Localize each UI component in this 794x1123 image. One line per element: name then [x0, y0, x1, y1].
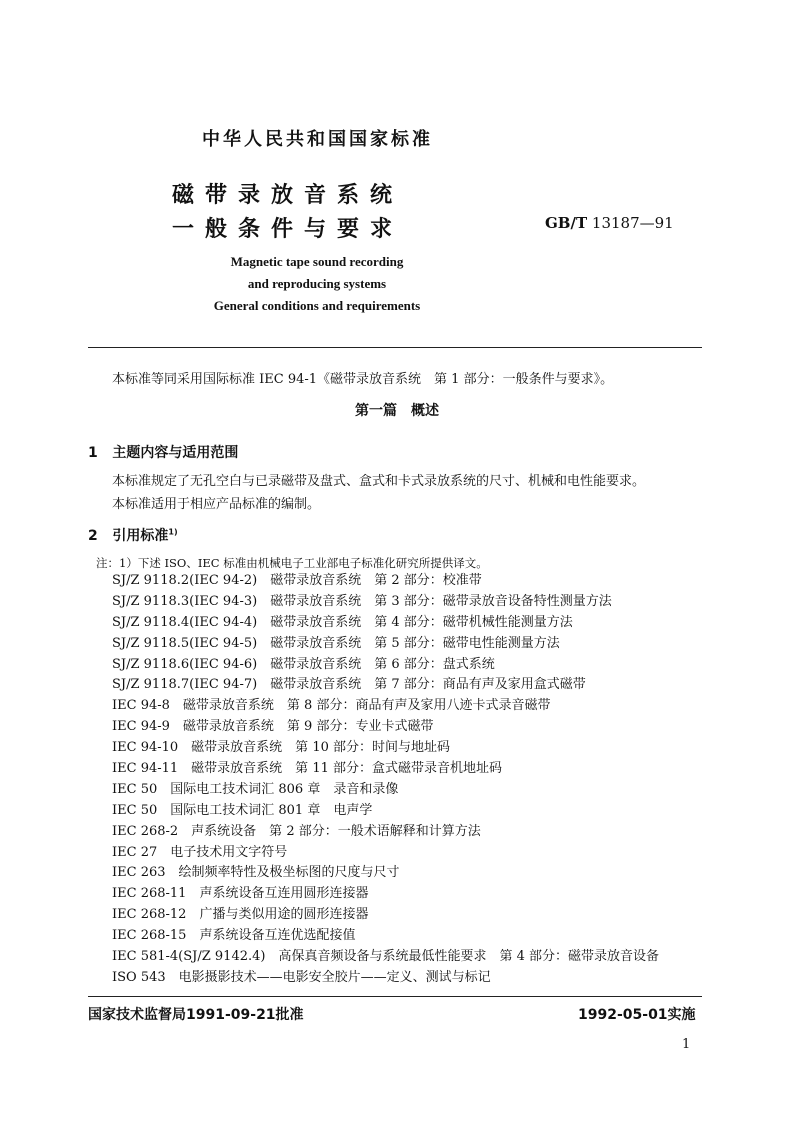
standard-code: 13187—91: [591, 214, 674, 232]
reference-item: IEC 50 国际电工技术词汇 801 章 电声学: [112, 802, 373, 818]
reference-item: IEC 50 国际电工技术词汇 806 章 录音和录像: [112, 781, 399, 797]
document-title-line-2: 一般条件与要求: [172, 217, 404, 242]
footnote-marker: 1): [168, 527, 178, 537]
issuing-authority-title: 中华人民共和国国家标准: [202, 129, 433, 150]
reference-item: SJ/Z 9118.2(IEC 94-2) 磁带录放音系统 第 2 部分：校准带: [112, 573, 482, 588]
section-2-title: 引用标准: [112, 528, 169, 544]
reference-item: IEC 268-2 声系统设备 第 2 部分：一般术语解释和计算方法: [112, 823, 481, 839]
reference-item: SJ/Z 9118.3(IEC 94-3) 磁带录放音系统 第 3 部分：磁带录放音设备特性测量方法: [112, 593, 612, 609]
header-divider: [88, 347, 702, 348]
standard-prefix: GB/T: [545, 214, 588, 232]
reference-item: IEC 581-4(SJ/Z 9142.4) 高保真音频设备与系统最低性能要求 第 4 部分：磁带录放音设备: [112, 949, 660, 965]
reference-item: SJ/Z 9118.5(IEC 94-5) 磁带录放音系统 第 5 部分：磁带电性能测量方法: [112, 635, 560, 651]
reference-item: SJ/Z 9118.4(IEC 94-4) 磁带录放音系统 第 4 部分：磁带机械性能测量方法: [112, 614, 573, 630]
section-1-paragraph-2: 本标准适用于相应产品标准的编制。: [112, 497, 321, 512]
reference-item: IEC 268-12 广播与类似用途的圆形连接器: [112, 907, 369, 923]
reference-item: IEC 94-11 磁带录放音系统 第 11 部分：盒式磁带录音机地址码: [112, 761, 502, 777]
reference-item: IEC 27 电子技术用文字符号: [112, 844, 288, 860]
document-title-line-1: 磁带录放音系统: [172, 183, 404, 208]
reference-item: IEC 268-15 声系统设备互连优选配接值: [112, 928, 356, 944]
section-1-paragraph-1: 本标准规定了无孔空白与已录磁带及盘式、盒式和卡式录放系统的尺寸、机械和电性能要求。: [112, 474, 646, 489]
section-1-number: 1: [88, 445, 98, 461]
intro-paragraph: 本标准等同采用国际标准 IEC 94-1《磁带录放音系统 第 1 部分：一般条件与要求》。: [112, 372, 614, 387]
reference-list: [112, 571, 659, 989]
standard-number: [545, 214, 674, 232]
page-number: 1: [682, 1037, 691, 1052]
section-2-heading: [88, 525, 178, 545]
english-title-line-1: Magnetic tape sound recording: [230, 254, 404, 269]
section-1-title: 主题内容与适用范围: [112, 445, 239, 461]
reference-item: ISO 543 电影摄影技术——电影安全胶片——定义、测试与标记: [112, 969, 491, 985]
reference-item: IEC 94-8 磁带录放音系统 第 8 部分：商品有声及家用八迹卡式录音磁带: [112, 698, 551, 714]
reference-item: IEC 94-9 磁带录放音系统 第 9 部分：专业卡式磁带: [112, 719, 434, 735]
effective-date: 1992-05-01实施: [578, 1007, 696, 1023]
footer-divider: [88, 996, 702, 997]
section-1-heading: [88, 442, 238, 462]
part-title: 第一篇 概述: [355, 403, 439, 419]
reference-item: IEC 94-10 磁带录放音系统 第 10 部分：时间与地址码: [112, 740, 450, 756]
reference-item: IEC 268-11 声系统设备互连用圆形连接器: [112, 886, 369, 902]
reference-item: SJ/Z 9118.6(IEC 94-6) 磁带录放音系统 第 6 部分：盘式系统: [112, 656, 495, 672]
approval-date: 国家技术监督局1991-09-21批准: [88, 1007, 304, 1023]
section-2-number: 2: [88, 528, 98, 544]
english-title-line-2: and reproducing systems: [247, 276, 387, 291]
footnote-note: 注：1）下述 ISO、IEC 标准由机械电子工业部电子标准化研究所提供译文。: [96, 556, 488, 570]
reference-item: SJ/Z 9118.7(IEC 94-7) 磁带录放音系统 第 7 部分：商品有声及家用盒式磁带: [112, 677, 586, 693]
english-title-line-3: General conditions and requirements: [213, 298, 421, 313]
reference-item: IEC 263 绘制频率特性及极坐标图的尺度与尺寸: [112, 865, 400, 881]
